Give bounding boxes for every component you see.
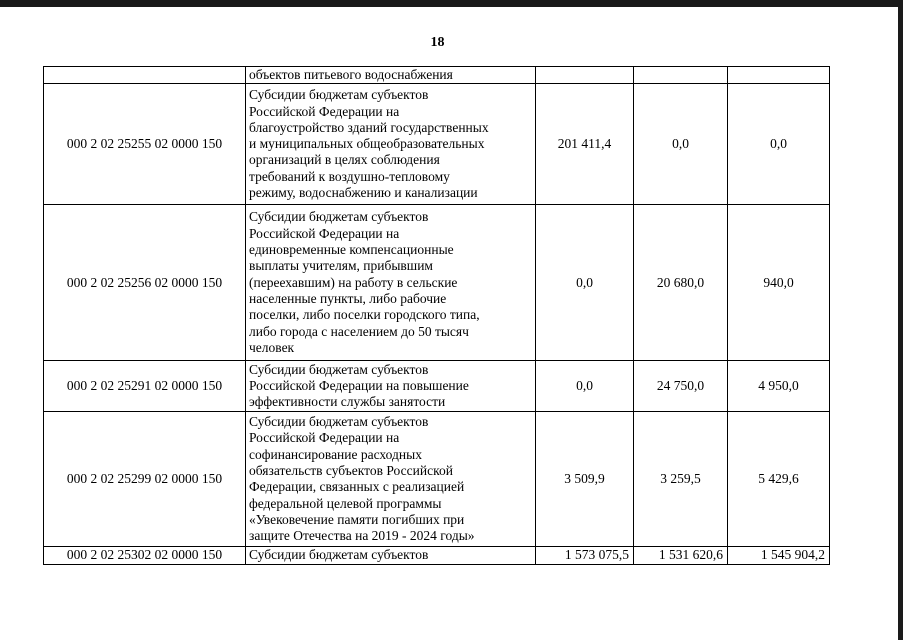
amount-year2-cell: 3 259,5	[634, 412, 728, 547]
amount-year3-cell	[728, 67, 830, 84]
description-line: человек	[249, 339, 295, 355]
amount-year1-cell: 0,0	[536, 205, 634, 361]
description-line: «Увековечение памяти погибших при	[249, 511, 465, 527]
amount-year2-cell: 24 750,0	[634, 361, 728, 412]
description-line: режиму, водоснабжению и канализации	[249, 185, 478, 201]
description-line: выплаты учителям, прибывшим	[249, 258, 433, 274]
description-line: организаций в целях соблюдения	[249, 152, 440, 168]
scan-border-top	[0, 0, 903, 7]
description-cell	[246, 67, 536, 84]
description-line: Субсидии бюджетам субъектов	[249, 87, 429, 103]
description-line: (переехавшим) на работу в сельские	[249, 274, 458, 290]
description-line: Субсидии бюджетам субъектов	[249, 547, 429, 563]
amount-year1-cell: 0,0	[536, 361, 634, 412]
table-row	[44, 361, 830, 412]
description-cell	[246, 547, 536, 564]
amount-year2-cell: 1 531 620,6	[634, 547, 728, 564]
page-number: 18	[430, 35, 445, 50]
table-row	[44, 412, 830, 547]
scan-border-right	[898, 0, 903, 640]
description-cell	[246, 205, 536, 361]
budget-code-cell	[44, 67, 246, 84]
budget-code-cell: 000 2 02 25299 02 0000 150	[44, 412, 246, 547]
description-line: населенные пункты, либо рабочие	[249, 290, 447, 306]
description-line: и муниципальных общеобразовательных	[249, 136, 485, 152]
amount-year2-cell	[634, 67, 728, 84]
table-row	[44, 67, 830, 84]
description-line: Российской Федерации на	[249, 225, 400, 241]
amount-year3-cell: 4 950,0	[728, 361, 830, 412]
table-row	[44, 84, 830, 205]
description-line: софинансирование расходных	[249, 446, 422, 462]
amount-year3-cell: 940,0	[728, 205, 830, 361]
description-line: Российской Федерации на	[249, 103, 400, 119]
description-line: федеральной целевой программы	[249, 495, 442, 511]
description-cell	[246, 412, 536, 547]
table-row	[44, 205, 830, 361]
amount-year3-cell: 5 429,6	[728, 412, 830, 547]
description-line: Субсидии бюджетам субъектов	[249, 361, 429, 377]
amount-year3-cell: 1 545 904,2	[728, 547, 830, 564]
description-line: требований к воздушно-тепловому	[249, 168, 450, 184]
description-line: благоустройство зданий государственных	[249, 119, 489, 135]
table-row	[44, 547, 830, 564]
budget-code-cell: 000 2 02 25255 02 0000 150	[44, 84, 246, 205]
description-line: эффективности службы занятости	[249, 394, 446, 410]
amount-year1-cell: 201 411,4	[536, 84, 634, 205]
description-line: поселки, либо поселки городского типа,	[249, 307, 480, 323]
description-line: обязательств субъектов Российской	[249, 463, 453, 478]
amount-year3-cell: 0,0	[728, 84, 830, 205]
budget-table	[43, 66, 830, 565]
amount-year1-cell: 1 573 075,5	[536, 547, 634, 564]
description-line: либо города с населением до 50 тысяч	[249, 323, 469, 339]
budget-code-cell: 000 2 02 25291 02 0000 150	[44, 361, 246, 412]
budget-code-cell: 000 2 02 25302 02 0000 150	[44, 547, 246, 564]
amount-year2-cell: 0,0	[634, 84, 728, 205]
description-line: Российской Федерации на	[249, 430, 400, 446]
amount-year1-cell	[536, 67, 634, 84]
description-line: Субсидии бюджетам субъектов	[249, 209, 429, 225]
description-line: единовременные компенсационные	[249, 242, 454, 258]
amount-year2-cell: 20 680,0	[634, 205, 728, 361]
description-line: Федерации, связанных с реализацией	[249, 479, 465, 495]
description-line: защите Отечества на 2019 - 2024 годы»	[249, 528, 475, 544]
description-line: Российской Федерации на повышение	[249, 378, 469, 394]
description-line: объектов питьевого водоснабжения	[249, 67, 453, 82]
amount-year1-cell: 3 509,9	[536, 412, 634, 547]
description-line: Субсидии бюджетам субъектов	[249, 414, 429, 430]
description-cell	[246, 84, 536, 205]
budget-code-cell: 000 2 02 25256 02 0000 150	[44, 205, 246, 361]
description-cell	[246, 361, 536, 412]
